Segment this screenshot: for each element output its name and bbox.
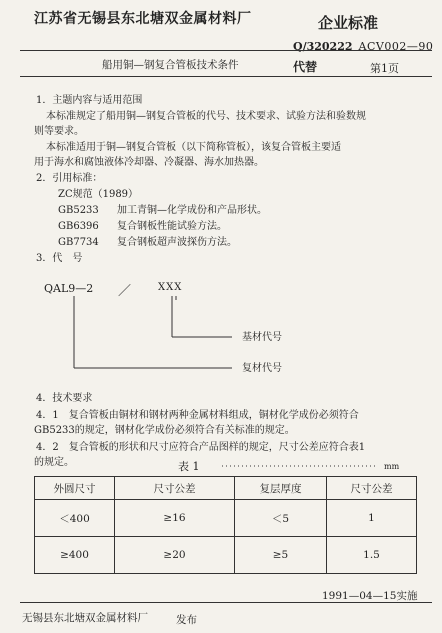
table-header-cell: 尺寸公差: [327, 477, 417, 500]
table-row: [35, 500, 417, 537]
table-header-row: [35, 477, 417, 500]
section-3-heading: 3．代 号: [36, 253, 83, 264]
tolerance-table: [34, 476, 417, 574]
reference-code: GB7734: [58, 237, 99, 248]
effective-date: 1991—04—15实施: [322, 590, 418, 602]
section-4-heading: 4．技术要求: [36, 393, 93, 404]
reference-description: 复合钢板超声波探伤方法。: [117, 237, 237, 248]
table-cell: ＜400: [35, 500, 115, 537]
standard-code: ACV002—90: [358, 40, 434, 53]
table-cell: 1: [327, 500, 417, 537]
section-2-heading: 2．引用标准：: [36, 173, 103, 184]
reference-code: ZC规范（1989）: [58, 189, 139, 200]
table-cell: ≥16: [115, 500, 235, 537]
issued-label: 发布: [176, 614, 197, 626]
standard-type: 企业标准: [318, 14, 379, 32]
standard-no: Q/320222: [293, 40, 353, 53]
issuer-name: 江苏省无锡县东北塘双金属材料厂: [34, 11, 252, 27]
section-1-paragraph-1-line-2: 则等要求。: [34, 126, 84, 137]
table-cell: ＜5: [235, 500, 327, 537]
table-header-cell: 复层厚度: [235, 477, 327, 500]
footer-issuer: 无锡县东北塘双金属材料厂: [22, 612, 148, 624]
clause-4-1-line-1: 4．1 复合管板由铜材和钢材两种金属材料组成，铜材化学成份必须符合: [36, 410, 359, 421]
page-number: 第1页: [370, 62, 399, 75]
table-unit: mm: [384, 462, 400, 471]
table-cell: ≥400: [35, 537, 115, 574]
clause-4-2-line-2: 的规定。: [34, 457, 74, 468]
designation-prefix: QAL9—2: [44, 282, 94, 295]
clause-4-2-line-1: 4．2 复合管板的形状和尺寸应符合产品图样的规定，尺寸公差应符合表1: [36, 442, 366, 453]
reference-description: 加工青铜—化学成份和产品形状。: [117, 205, 267, 216]
table-header-cell: 外圆尺寸: [35, 477, 115, 500]
table-caption: 表 1: [178, 460, 200, 473]
reference-description: 复合钢板性能试验方法。: [117, 221, 227, 232]
section-1-paragraph-2-line-1: 本标准适用于铜—钢复合管板（以下简称管板），该复合管板主要适: [46, 142, 341, 153]
designation-slash: ／: [118, 284, 132, 299]
table-cell: 1.5: [327, 537, 417, 574]
section-1-heading: 1．主题内容与适用范围: [36, 95, 143, 106]
document-title: 船用铜—钢复合管板技术条件: [102, 59, 239, 71]
reference-code: GB6396: [58, 221, 99, 232]
replaces-label: 代替: [293, 60, 318, 74]
table-cell: ≥20: [115, 537, 235, 574]
clad-code-label: 基材代号: [242, 332, 282, 343]
clause-4-1-line-2: GB5233的规定，钢材化学成份必须符合有关标准的规定。: [34, 425, 295, 436]
section-1-paragraph-2-line-2: 用于海水和腐蚀液体冷却器、冷凝器、海水加热器。: [34, 157, 264, 168]
cladding-code-label: 复材代号: [242, 363, 282, 374]
designation-suffix: XXX: [158, 282, 183, 293]
section-1-paragraph-1-line-1: 本标准规定了船用铜—钢复合管板的代号、技术要求、试验方法和验数规: [46, 111, 366, 122]
table-row: [35, 537, 417, 574]
reference-code: GB5233: [58, 205, 99, 216]
table-cell: ≥5: [235, 537, 327, 574]
table-header-cell: 尺寸公差: [115, 477, 235, 500]
